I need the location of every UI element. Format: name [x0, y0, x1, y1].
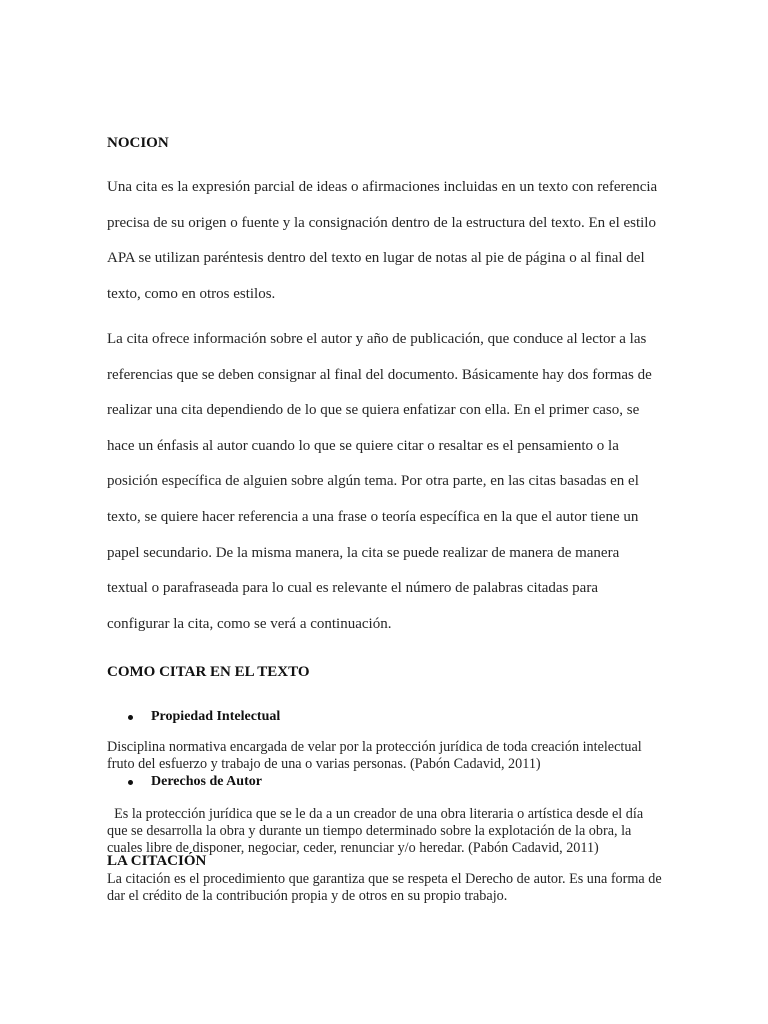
- heading-la-citacion: LA CITACIÓN: [107, 853, 207, 869]
- bullet-label: Derechos de Autor: [151, 774, 262, 789]
- bullet-derechos-autor: [128, 773, 262, 791]
- paragraph-citacion: La citación es el procedimiento que garantiza que se respeta el Derecho de autor. Es una forma de dar el crédito de la contribución propia y de otros en su propio trabajo.: [107, 871, 662, 904]
- heading-como-citar: COMO CITAR EN EL TEXTO: [107, 664, 310, 680]
- bullet-propiedad-intelectual: [128, 708, 280, 726]
- paragraph-derechos: Es la protección jurídica que se le da a un creador de una obra literaria o artística desde el día que se desarrolla la obra y durante un tiempo determinado sobre la explotación de la obra, la cuales libre de disponer, negociar, ceder, renunciar y/o heredar. (Pabón Cadavid, 2011): [107, 806, 647, 856]
- bullet-label: Propiedad Intelectual: [151, 709, 281, 724]
- paragraph-propiedad: Disciplina normativa encargada de velar por la protección jurídica de toda creación intelectual fruto del esfuerzo y trabajo de una o varias personas. (Pabón Cadavid, 2011): [107, 739, 642, 772]
- bullet-dot-icon: [128, 780, 133, 785]
- bullet-dot-icon: [128, 715, 133, 720]
- heading-nocion: NOCION: [107, 135, 169, 151]
- paragraph-definition: Una cita es la expresión parcial de ideas o afirmaciones incluidas en un texto con referencia precisa de su origen o fuente y la consignación dentro de la estructura del texto. En el estilo APA se utilizan paréntesis dentro del texto en lugar de notas al pie de página o al final del texto, como en otros estilos.: [107, 179, 658, 302]
- paragraph-cita-info: La cita ofrece información sobre el autor y año de publicación, que conduce al lector a las referencias que se deben consignar al final del documento. Básicamente hay dos formas de realizar una cita dependiendo de lo que se quiera enfatizar con ella. En el primer caso, se hace un énfasis al autor cuando lo que se quiere citar o resaltar es el pensamiento o la posición específica de alguien sobre algún tema. Por otra parte, en las citas basadas en el texto, se quiere hacer referencia a una frase o teoría específica en la que el autor tiene un papel secundario. De la misma manera, la cita se puede realizar de manera de manera textual o parafraseada para lo cual es relevante el número de palabras citadas para configurar la cita, como se verá a continuación.: [107, 331, 652, 632]
